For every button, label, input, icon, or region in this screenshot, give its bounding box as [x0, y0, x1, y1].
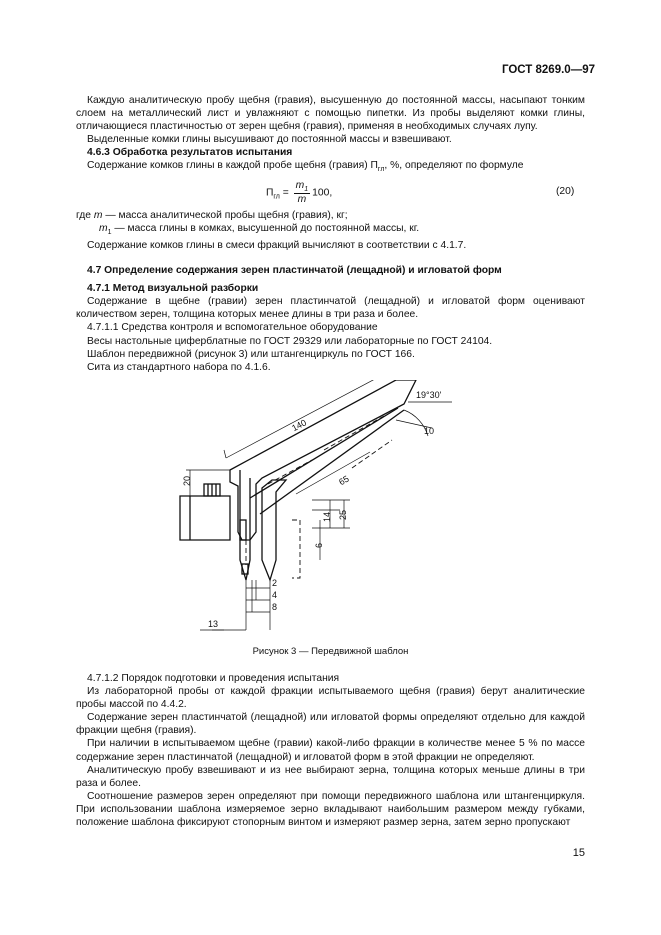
- paragraph: Из лабораторной пробы от каждой фракции испытываемого щебня (гравия) берут аналитические пробы массой по 4.4.2.: [76, 686, 585, 711]
- where-item: где m — масса аналитической пробы щебня (гравия), кг;: [76, 210, 348, 221]
- dim-angle: 19°30': [416, 390, 442, 400]
- paragraph: Аналитическую пробу взвешивают и из нее выбирают зерна, толщина которых меньше длины в три раза и более.: [76, 764, 585, 789]
- paragraph: Выделенные комки глины высушивают до постоянной массы и взвешивают.: [87, 134, 452, 146]
- dim-14: 14: [322, 511, 332, 522]
- paragraph: Соотношение размеров зерен определяют при помощи передвижного шаблона или штангенциркуля. При использовании шаблона измеряемое зерно вкладывают наибольшим размером между губками, положение шаблона фиксируют стопорным винтом и измеряют размер зерна, затем зерно пропускают: [76, 790, 585, 829]
- where-item: $m_1$ — масса глины в комках, высушенной до постоянной массы, кг.: [99, 223, 420, 237]
- figure-caption: Рисунок 3 — Передвижной шаблон: [252, 646, 409, 657]
- movable-template-drawing: [0, 380, 661, 642]
- dim-2: 2: [272, 578, 278, 588]
- where-block: [76, 209, 585, 239]
- dim-6: 6: [314, 542, 324, 548]
- paragraph: Содержание зерен пластинчатой (лещадной) или игловатой формы определяют отдельно для каждой фракции щебня (гравия).: [76, 712, 585, 737]
- section-heading: 4.7 Определение содержания зерен пластинчатой (лещадной) и игловатой форм: [87, 265, 502, 277]
- paragraph: Содержание комков глины в каждой пробе щебня (гравия) $П_{гл}$, %, определяют по формуле: [87, 160, 524, 174]
- section-heading: 4.7.1 Метод визуальной разборки: [87, 283, 259, 295]
- paragraph: 4.7.1.2 Порядок подготовки и проведения испытания: [87, 673, 340, 684]
- paragraph: Весы настольные циферблатные по ГОСТ 29329 или лабораторные по ГОСТ 24104.: [87, 335, 493, 347]
- paragraph: Сита из стандартного набора по 4.1.6.: [87, 361, 271, 373]
- formula-number: (20): [556, 186, 575, 197]
- section-heading: 4.6.3 Обработка результатов испытания: [87, 147, 293, 159]
- text-bottom: [76, 672, 585, 829]
- dim-10: 10: [424, 426, 435, 436]
- page-number: 15: [572, 847, 585, 859]
- dim-65: 65: [337, 473, 351, 488]
- dim-13: 13: [208, 619, 219, 629]
- paragraph: Шаблон передвижной (рисунок 3) или штангенциркуль по ГОСТ 166.: [87, 348, 415, 360]
- dim-140: 140: [290, 417, 309, 434]
- dim-25: 25: [338, 509, 348, 520]
- text-mid: [76, 239, 585, 374]
- formula-fraction: $\frac{m_1}{m}$: [295, 180, 309, 206]
- text-top: [76, 94, 585, 177]
- paragraph: Каждую аналитическую пробу щебня (гравия), высушенную до постоянной массы, насыпают тонким слоем на металлический лист и увлажняют с помощью пипетки. Из пробы выделяют комки глины, отличающиеся пластичностью от зерен щебня (гравия), применяя в необходимых случаях лупу.: [76, 95, 585, 133]
- paragraph: Содержание комков глины в смеси фракций вычисляют в соответствии с 4.1.7.: [87, 240, 467, 251]
- dim-8: 8: [272, 602, 278, 612]
- paragraph: 4.7.1.1 Средства контроля и вспомогательное оборудование: [87, 322, 378, 334]
- paragraph: При наличии в испытываемом щебне (гравии) какой-либо фракции в количестве менее 5 % по массе содержание зерен пластинчатой (лещадной) и игловатой форм в этой фракции не определяют.: [76, 738, 585, 763]
- dim-20: 20: [182, 475, 192, 486]
- formula: $П_{гл}$ = $\frac{m_1}{m}$ 100,: [266, 180, 333, 206]
- paragraph: Содержание в щебне (гравии) зерен пластинчатой (лещадной) и игловатой форм оценивают количеством зерен, толщина которых менее длины в три раза и более.: [76, 296, 585, 321]
- standard-header: ГОСТ 8269.0—97: [501, 64, 595, 76]
- dim-4: 4: [272, 590, 278, 600]
